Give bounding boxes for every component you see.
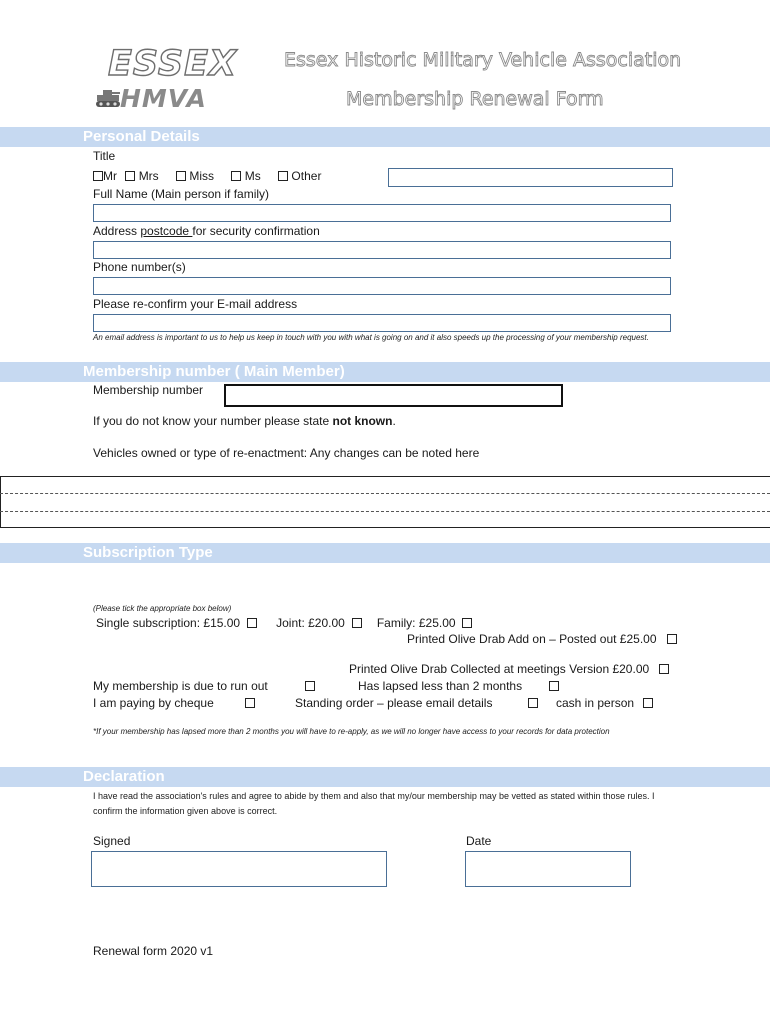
date-input[interactable] — [465, 851, 631, 887]
lapse-note: *If your membership has lapsed more than 2 months you will have to re-apply, as we will no longer have access to your records for data protection — [93, 727, 610, 736]
title-options — [93, 169, 321, 183]
checkbox-due-to-run-out[interactable] — [305, 681, 315, 691]
checkbox-single[interactable] — [247, 618, 257, 628]
olive-posted-row — [407, 632, 677, 646]
cheque-label: I am paying by cheque — [93, 696, 214, 710]
phone-input[interactable] — [93, 277, 671, 295]
checkbox-olive-posted[interactable] — [667, 634, 677, 644]
checkbox-joint[interactable] — [352, 618, 362, 628]
joint-label: Joint: £20.00 — [276, 616, 345, 630]
section-header-subscription: Subscription Type — [0, 543, 770, 563]
checkbox-cash[interactable] — [643, 698, 653, 708]
vehicles-label: Vehicles owned or type of re-enactment: Any changes can be noted here — [93, 446, 480, 460]
title-label: Title — [93, 149, 116, 163]
unknown-note: If you do not know your number please state not known. — [93, 414, 396, 428]
option-other-label: Other — [291, 169, 322, 183]
signature-input[interactable] — [91, 851, 387, 887]
page-title: Essex Historic Military Vehicle Association — [284, 49, 682, 71]
option-mr-label: Mr — [103, 169, 117, 183]
form-version: Renewal form 2020 v1 — [93, 944, 214, 958]
checkbox-family[interactable] — [462, 618, 472, 628]
checkbox-ms[interactable] — [231, 171, 241, 181]
email-input[interactable] — [93, 314, 671, 332]
standing-order-label: Standing order – please email details — [295, 696, 493, 710]
cash-label: cash in person — [556, 696, 635, 710]
due-to-run-out-label: My membership is due to run out — [93, 679, 268, 693]
single-label: Single subscription: £15.00 — [96, 616, 241, 630]
lapsed-label: Has lapsed less than 2 months — [358, 679, 523, 693]
checkbox-cheque[interactable] — [245, 698, 255, 708]
checkbox-lapsed[interactable] — [549, 681, 559, 691]
tick-note: (Please tick the appropriate box below) — [93, 604, 232, 613]
option-ms-label: Ms — [244, 169, 261, 183]
divider — [0, 493, 770, 494]
declaration-text: I have read the association's rules and agree to abide by them and also that my/our membership may be vetted as stated within those rules. I confirm the information given above is correct. — [93, 791, 655, 816]
address-input[interactable] — [93, 241, 671, 259]
vehicles-input[interactable] — [0, 476, 770, 528]
family-label: Family: £25.00 — [376, 616, 456, 630]
olive-collected-row — [349, 662, 669, 676]
checkbox-other[interactable] — [278, 171, 288, 181]
address-label: Address postcode for security confirmation — [93, 224, 320, 238]
page-subtitle: Membership Renewal Form — [346, 88, 604, 110]
email-note: An email address is important to us to help us keep in touch with you with what is going on and it also speeds up the processing of your membership request. — [93, 333, 649, 342]
section-header-declaration: Declaration — [0, 767, 770, 787]
subscription-row — [96, 616, 472, 630]
checkbox-olive-collected[interactable] — [659, 664, 669, 674]
checkbox-mrs[interactable] — [125, 171, 135, 181]
option-miss-label: Miss — [189, 169, 215, 183]
signed-label: Signed — [93, 834, 131, 848]
logo-essex: ESSEX — [108, 44, 237, 84]
option-mrs-label: Mrs — [138, 169, 159, 183]
section-header-personal: Personal Details — [0, 127, 770, 147]
checkbox-standing-order[interactable] — [528, 698, 538, 708]
logo-hmva: HMVA — [120, 84, 207, 113]
tank-icon — [95, 88, 121, 108]
full-name-label: Full Name (Main person if family) — [93, 187, 270, 201]
full-name-input[interactable] — [93, 204, 671, 222]
email-label: Please re-confirm your E-mail address — [93, 297, 298, 311]
olive-posted-label: Printed Olive Drab Add on – Posted out £25.00 — [407, 632, 657, 646]
divider — [0, 511, 770, 512]
checkbox-miss[interactable] — [176, 171, 186, 181]
section-header-membership: Membership number ( Main Member) — [0, 362, 770, 382]
checkbox-mr[interactable] — [93, 171, 103, 181]
membership-number-label: Membership number — [93, 383, 204, 397]
membership-number-input[interactable] — [224, 384, 563, 407]
date-label: Date — [466, 834, 492, 848]
olive-collected-label: Printed Olive Drab Collected at meetings Version £20.00 — [349, 662, 650, 676]
title-other-input[interactable] — [388, 168, 673, 187]
phone-label: Phone number(s) — [93, 260, 186, 274]
